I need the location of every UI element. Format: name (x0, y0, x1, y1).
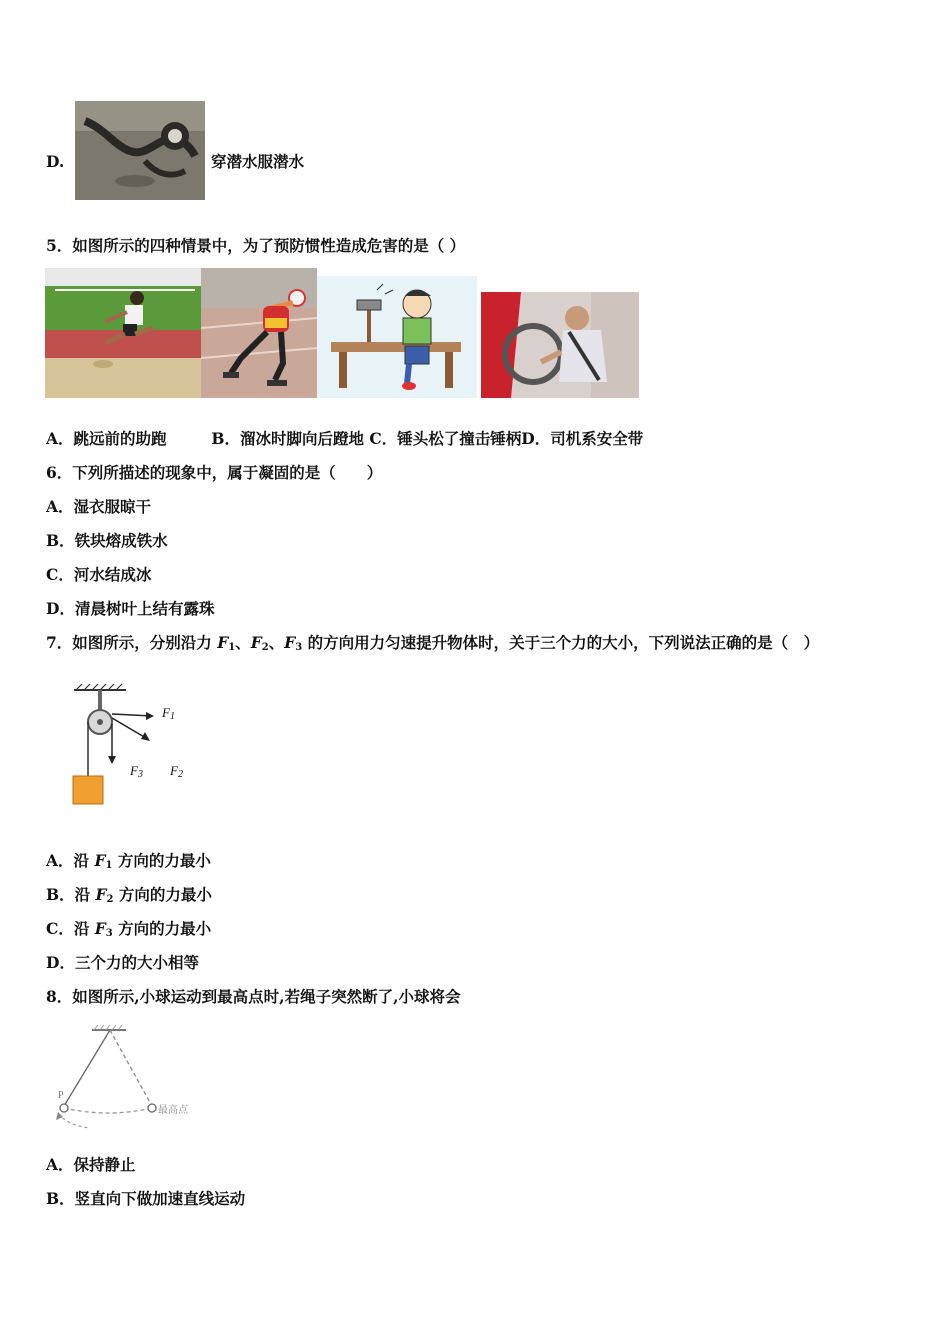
q4-option-d-text: 穿潜水服潜水 (211, 152, 305, 171)
diving-photo (75, 101, 205, 200)
rope-solid (64, 1030, 110, 1106)
ball-p (60, 1104, 68, 1112)
q7-option-d[interactable]: D．三个力的大小相等 (46, 953, 199, 972)
skating-photo (201, 268, 317, 398)
pendulum-figure (50, 1022, 200, 1137)
force-arrow-2 (112, 718, 146, 738)
q6-option-d[interactable]: D．清晨树叶上结有露珠 (46, 599, 215, 618)
pulley-figure (66, 680, 206, 810)
q5-option-d[interactable]: D．司机系安全带 (521, 429, 644, 448)
label-f2: $F_2$ (170, 763, 183, 780)
rope-dashed (110, 1030, 152, 1106)
q5-option-c[interactable]: C．锤头松了撞击锤柄 (369, 429, 522, 448)
q7-option-b[interactable]: B．沿 $F_2$ 方向的力最小 (46, 885, 212, 905)
q5-option-a[interactable]: A．跳远前的助跑 (46, 429, 167, 448)
label-highest-point: 最高点 (158, 1105, 188, 1116)
q6-option-a[interactable]: A．湿衣服晾干 (46, 497, 152, 516)
hammer-cartoon (317, 276, 477, 398)
q8-option-b[interactable]: B．竖直向下做加速直线运动 (46, 1189, 246, 1208)
long-jump-photo (45, 268, 201, 398)
ball-top (148, 1104, 156, 1112)
label-f1: $F_1$ (162, 705, 175, 722)
q7-stem: 7．如图所示，分别沿力 $F_1$、$F_2$、$F_3$ 的方向用力匀速提升物体时，关于三个力的大小，下列说法正确的是（ ） (46, 633, 820, 653)
q7-option-c[interactable]: C．沿 $F_3$ 方向的力最小 (46, 919, 212, 939)
q5-stem: 5．如图所示的四种情景中，为了预防惯性造成危害的是（ ） (46, 236, 466, 255)
label-f3: $F_3$ (130, 763, 143, 780)
q6-option-b[interactable]: B．铁块熔成铁水 (46, 531, 168, 550)
q8-option-a[interactable]: A．保持静止 (46, 1155, 136, 1174)
q5-options (46, 429, 643, 449)
q5-option-b[interactable]: B．溜冰时脚向后蹬地 (211, 429, 364, 448)
q4-option-d-label: D. (46, 152, 65, 171)
seatbelt-photo (481, 292, 639, 398)
q6-stem: 6．下列所描述的现象中，属于凝固的是（ ） (46, 463, 383, 482)
swing-arc (64, 1108, 152, 1113)
q7-option-a[interactable]: A．沿 $F_1$ 方向的力最小 (46, 851, 211, 871)
label-p: P (58, 1090, 64, 1101)
q8-stem: 8．如图所示,小球运动到最高点时,若绳子突然断了,小球将会 (46, 987, 461, 1006)
q6-option-c[interactable]: C．河水结成冰 (46, 565, 152, 584)
weight-block (73, 776, 103, 804)
diver-image (75, 101, 205, 200)
